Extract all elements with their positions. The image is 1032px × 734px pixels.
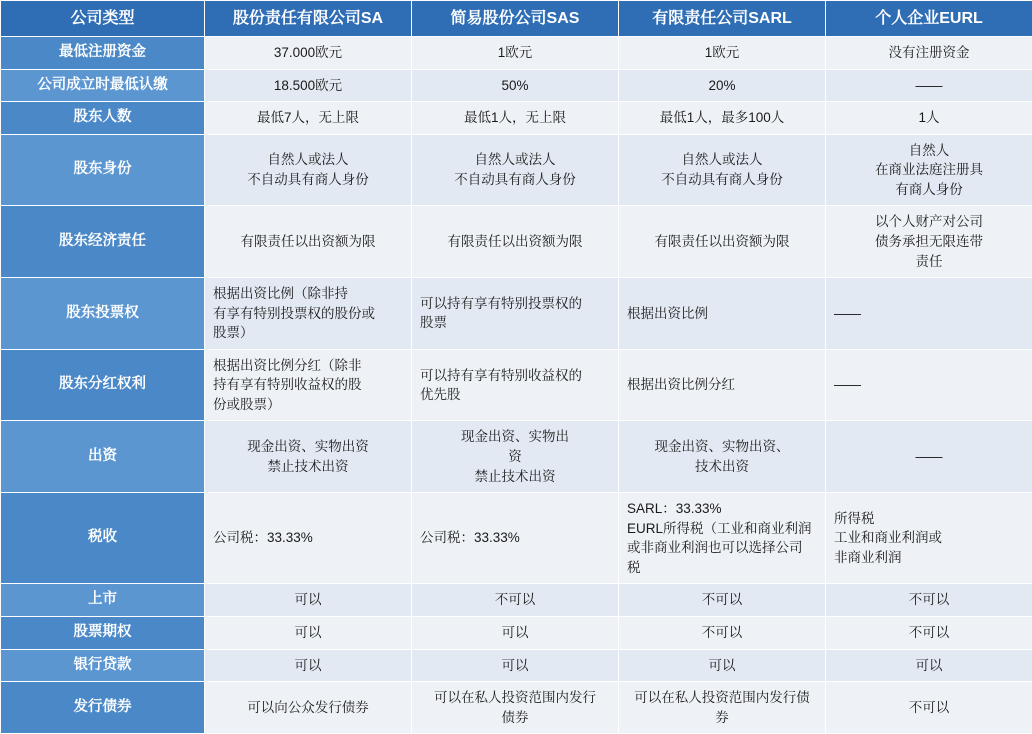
- table-cell: [826, 102, 1032, 135]
- cell-line: 不自动具有商人身份: [627, 170, 817, 190]
- table-row: [1, 349, 1032, 421]
- cell-line: 可以: [213, 656, 403, 676]
- cell-line: 禁止技术出资: [420, 467, 610, 487]
- cell-line: 没有注册资金: [834, 43, 1024, 63]
- cell-line: 根据出资比例分红（除非: [213, 356, 403, 376]
- table-cell: [205, 493, 412, 584]
- table-header-row: [1, 1, 1032, 37]
- cell-line: 有限责任以出资额为限: [213, 232, 403, 252]
- cell-line: 以个人财产对公司: [834, 212, 1024, 232]
- table-cell: [412, 278, 619, 350]
- cell-line: ——: [834, 304, 1024, 324]
- table-cell: [619, 649, 826, 682]
- table-cell: [619, 616, 826, 649]
- cell-line: 最低1人，最多100人: [627, 108, 817, 128]
- table-cell: [205, 584, 412, 617]
- cell-line: 自然人: [834, 141, 1024, 161]
- cell-line: 不自动具有商人身份: [213, 170, 403, 190]
- cell-line: 现金出资、实物出: [420, 427, 610, 447]
- cell-line: 或非商业利润也可以选择公司: [627, 538, 817, 558]
- table-row: [1, 421, 1032, 493]
- table-cell: [412, 493, 619, 584]
- table-row: [1, 493, 1032, 584]
- cell-line: 最低1人，无上限: [420, 108, 610, 128]
- cell-line: 债券: [420, 708, 610, 728]
- table-cell: [619, 206, 826, 278]
- row-label: 股东身份: [1, 134, 205, 206]
- table-cell: [826, 349, 1032, 421]
- table-cell: [826, 134, 1032, 206]
- table-cell: [619, 493, 826, 584]
- cell-line: 可以持有享有特别投票权的: [420, 294, 610, 314]
- cell-line: 不可以: [627, 623, 817, 643]
- cell-line: 股票: [420, 313, 610, 333]
- header-sarl: 有限责任公司SARL: [619, 1, 826, 37]
- cell-line: 不可以: [834, 590, 1024, 610]
- row-label: 上市: [1, 584, 205, 617]
- table-cell: [412, 37, 619, 70]
- cell-line: 可以: [213, 590, 403, 610]
- table-cell: [826, 69, 1032, 102]
- table-cell: [826, 584, 1032, 617]
- table-row: [1, 69, 1032, 102]
- table-cell: [205, 206, 412, 278]
- table-body: [1, 37, 1032, 734]
- table-cell: [412, 134, 619, 206]
- cell-line: 1欧元: [627, 43, 817, 63]
- cell-line: 自然人或法人: [420, 150, 610, 170]
- row-label: 股票期权: [1, 616, 205, 649]
- table-row: [1, 682, 1032, 734]
- table-cell: [619, 134, 826, 206]
- table-cell: [205, 616, 412, 649]
- cell-line: 18.500欧元: [213, 76, 403, 96]
- cell-line: 券: [627, 708, 817, 728]
- table-cell: [619, 349, 826, 421]
- table-cell: [619, 278, 826, 350]
- cell-line: 税: [627, 558, 817, 578]
- cell-line: 可以: [627, 656, 817, 676]
- cell-line: 20%: [627, 76, 817, 96]
- table-cell: [826, 206, 1032, 278]
- table-cell: [412, 69, 619, 102]
- cell-line: 非商业利润: [834, 548, 1024, 568]
- cell-line: 根据出资比例: [627, 304, 817, 324]
- cell-line: 公司税：33.33%: [213, 528, 403, 548]
- cell-line: 不自动具有商人身份: [420, 170, 610, 190]
- table-cell: [412, 649, 619, 682]
- header-sa: 股份责任有限公司SA: [205, 1, 412, 37]
- table-cell: [619, 584, 826, 617]
- cell-line: 工业和商业利润或: [834, 528, 1024, 548]
- cell-line: 50%: [420, 76, 610, 96]
- cell-line: 责任: [834, 252, 1024, 272]
- cell-line: 现金出资、实物出资、: [627, 437, 817, 457]
- cell-line: 不可以: [627, 590, 817, 610]
- table-row: [1, 649, 1032, 682]
- cell-line: 公司税：33.33%: [420, 528, 610, 548]
- row-label: 公司成立时最低认缴: [1, 69, 205, 102]
- row-label: 股东投票权: [1, 278, 205, 350]
- table-row: [1, 134, 1032, 206]
- cell-line: 有限责任以出资额为限: [627, 232, 817, 252]
- table-row: [1, 102, 1032, 135]
- cell-line: 根据出资比例分红: [627, 375, 817, 395]
- cell-line: ——: [834, 447, 1024, 467]
- table-row: [1, 206, 1032, 278]
- table-cell: [826, 37, 1032, 70]
- row-label: 出资: [1, 421, 205, 493]
- table-cell: [412, 421, 619, 493]
- header-company-type: 公司类型: [1, 1, 205, 37]
- cell-line: 债务承担无限连带: [834, 232, 1024, 252]
- row-label: 股东分红权利: [1, 349, 205, 421]
- cell-line: 禁止技术出资: [213, 457, 403, 477]
- table-cell: [205, 349, 412, 421]
- row-label: 银行贷款: [1, 649, 205, 682]
- table-cell: [412, 584, 619, 617]
- cell-line: 可以在私人投资范围内发行债: [627, 688, 817, 708]
- table-cell: [205, 102, 412, 135]
- cell-line: 可以: [213, 623, 403, 643]
- table-cell: [619, 69, 826, 102]
- table-cell: [205, 421, 412, 493]
- table-cell: [412, 206, 619, 278]
- cell-line: 有享有特别投票权的股份或: [213, 304, 403, 324]
- table-cell: [412, 102, 619, 135]
- row-label: 最低注册资金: [1, 37, 205, 70]
- cell-line: 可以向公众发行债券: [213, 698, 403, 718]
- cell-line: ——: [834, 76, 1024, 96]
- cell-line: 可以在私人投资范围内发行: [420, 688, 610, 708]
- cell-line: 可以持有享有特别收益权的: [420, 366, 610, 386]
- table-cell: [619, 37, 826, 70]
- row-label: 股东人数: [1, 102, 205, 135]
- cell-line: 不可以: [834, 623, 1024, 643]
- cell-line: SARL：33.33%: [627, 499, 817, 519]
- table-row: [1, 584, 1032, 617]
- cell-line: 37.000欧元: [213, 43, 403, 63]
- table-cell: [412, 616, 619, 649]
- cell-line: 不可以: [834, 698, 1024, 718]
- cell-line: 可以: [420, 623, 610, 643]
- header-sas: 简易股份公司SAS: [412, 1, 619, 37]
- table-cell: [205, 649, 412, 682]
- table-cell: [826, 493, 1032, 584]
- table-row: [1, 278, 1032, 350]
- table-cell: [412, 349, 619, 421]
- table-cell: [826, 649, 1032, 682]
- table-cell: [205, 37, 412, 70]
- table-row: [1, 37, 1032, 70]
- cell-line: 最低7人，无上限: [213, 108, 403, 128]
- table-cell: [619, 682, 826, 734]
- table-cell: [826, 682, 1032, 734]
- table-cell: [205, 278, 412, 350]
- row-label: 股东经济责任: [1, 206, 205, 278]
- cell-line: 1人: [834, 108, 1024, 128]
- cell-line: 根据出资比例（除非持: [213, 284, 403, 304]
- cell-line: 不可以: [420, 590, 610, 610]
- row-label: 税收: [1, 493, 205, 584]
- cell-line: EURL所得税（工业和商业利润: [627, 519, 817, 539]
- cell-line: 在商业法庭注册具: [834, 160, 1024, 180]
- table-header: [1, 1, 1032, 37]
- table-cell: [826, 278, 1032, 350]
- row-label: 发行债券: [1, 682, 205, 734]
- cell-line: 资: [420, 447, 610, 467]
- cell-line: 可以: [834, 656, 1024, 676]
- header-eurl: 个人企业EURL: [826, 1, 1032, 37]
- cell-line: 自然人或法人: [627, 150, 817, 170]
- cell-line: 1欧元: [420, 43, 610, 63]
- table-row: [1, 616, 1032, 649]
- cell-line: 现金出资、实物出资: [213, 437, 403, 457]
- table-cell: [412, 682, 619, 734]
- table-cell: [826, 421, 1032, 493]
- cell-line: 股票）: [213, 323, 403, 343]
- cell-line: 所得税: [834, 509, 1024, 529]
- cell-line: 份或股票）: [213, 395, 403, 415]
- cell-line: ——: [834, 375, 1024, 395]
- table-cell: [826, 616, 1032, 649]
- cell-line: 有商人身份: [834, 180, 1024, 200]
- cell-line: 自然人或法人: [213, 150, 403, 170]
- table-cell: [205, 69, 412, 102]
- cell-line: 持有享有特别收益权的股: [213, 375, 403, 395]
- table-cell: [619, 421, 826, 493]
- cell-line: 有限责任以出资额为限: [420, 232, 610, 252]
- cell-line: 技术出资: [627, 457, 817, 477]
- table-cell: [205, 682, 412, 734]
- cell-line: 优先股: [420, 385, 610, 405]
- table-cell: [205, 134, 412, 206]
- cell-line: 可以: [420, 656, 610, 676]
- table-cell: [619, 102, 826, 135]
